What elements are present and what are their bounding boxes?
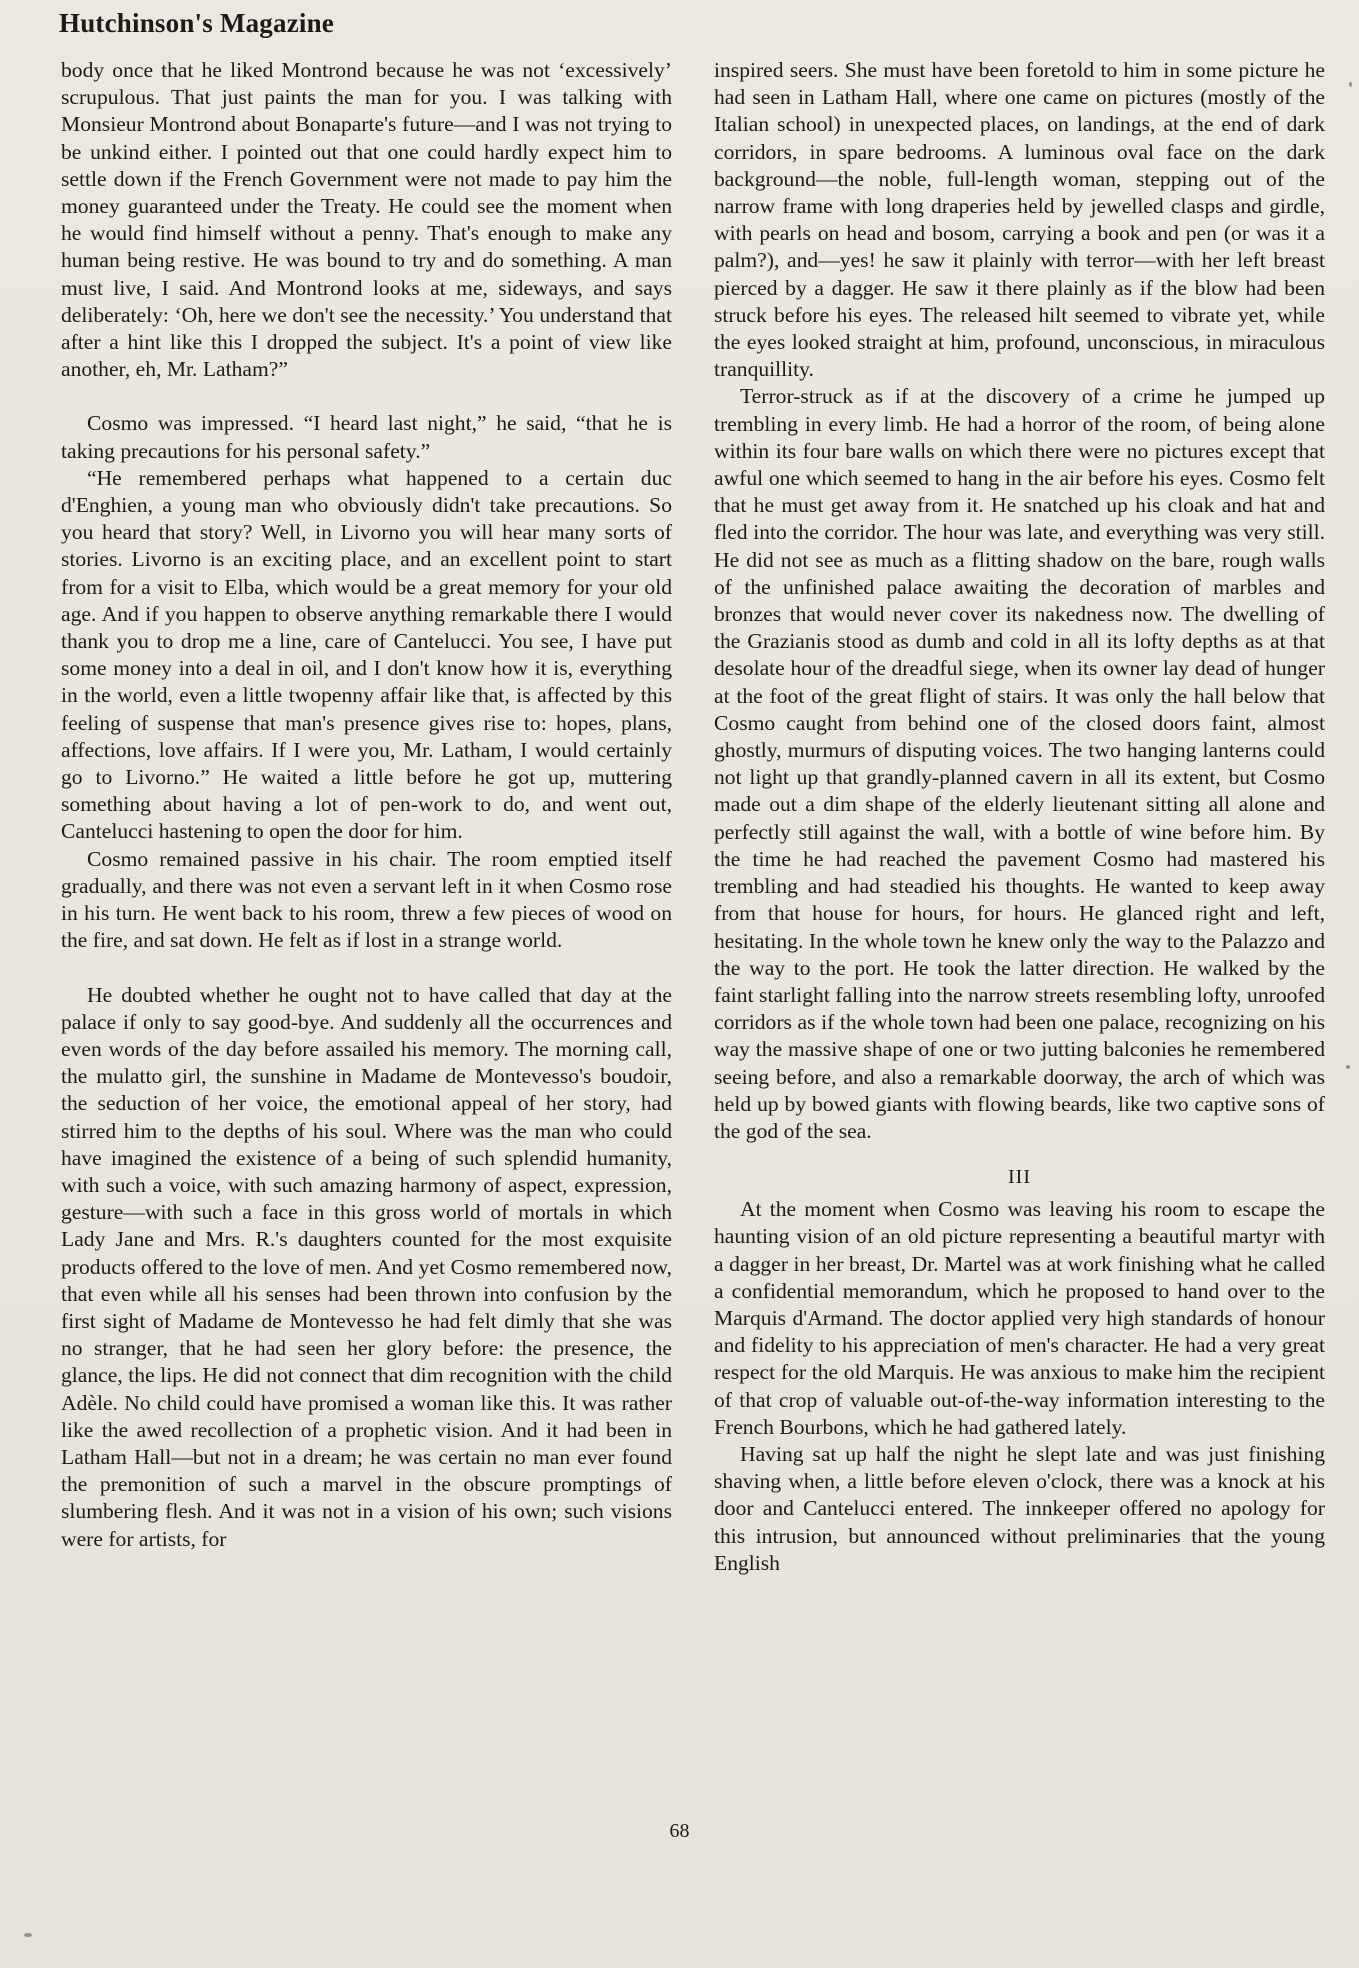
paragraph-left-4: Cosmo remained passive in his chair. The room emptied itself gradually, and there was not even a servant left in it when Cosmo rose in his turn. He went back to his room, threw a few pieces of wood on the fire, and sat down. He felt as if lost in a strange world. [61,846,672,953]
paragraph-gap [61,383,672,410]
right-column [714,57,1325,1577]
paragraph-left-3: “He remembered perhaps what happened to a certain duc d'Enghien, a young man who obviously didn't take precautions. So you heard that story? Well, in Livorno you will hear many sorts of stories. Livorno is an exciting place, and an excellent point to start from for a visit to Elba, which would be a great memory for your old age. And if you happen to observe anything remarkable there I would thank you to drop me a line, care of Cantelucci. You see, I have put some money into a deal in oil, and I don't know how it is, everything in the world, even a little twopenny affair like that, is affected by this feeling of suspense that man's presence gives rise to: hopes, plans, affections, love affairs. If I were you, Mr. Latham, I would certainly go to Livorno.” He waited a little before he got up, muttering something about having a lot of pen-work to do, and went out, Cantelucci hastening to open the door for him. [61,465,672,844]
page-number: 68 [669,1820,690,1842]
paragraph-right-3: At the moment when Cosmo was leaving his room to escape the haunting vision of an old picture representing a beautiful martyr with a dagger in her breast, Dr. Martel was at work finishing what he called a confidential memorandum, which he proposed to hand over to the Marquis d'Armand. The doctor applied very high standards of honour and fidelity to his appreciation of men's character. He had a very great respect for the old Marquis. He was anxious to make him the recipient of that crop of valuable out-of-the-way information interesting to the French Bourbons, which he had gathered lately. [714,1197,1325,1439]
paragraph-right-1: inspired seers. She must have been foretold to him in some picture he had seen in Latham Hall, where one came on pictures (mostly of the Italian school) in unexpected places, on landings, at the end of dark corridors, in spare bedrooms. A luminous oval face on the dark background—the noble, full-length woman, stepping out of the narrow frame with long draperies held by jewelled clasps and girdle, with pearls on head and bosom, carrying a book and pen (or was it a palm?), and—yes! he saw it plainly with terror—with her left breast pierced by a dagger. He saw it there plainly as if the blow had been struck before his eyes. The released hilt seemed to vibrate yet, while the eyes looked straight at him, profound, unconscious, in miraculous tranquillity. [714,58,1325,382]
paper-speck [1346,1065,1350,1069]
paper-speck [24,1933,32,1937]
paragraph-right-2: Terror-struck as if at the discovery of a crime he jumped up trembling in every limb. He had a horror of the room, of being alone within its four bare walls on which there were no pictures except that awful one which seemed to hang in the air before his eyes. Cosmo felt that he must get away from it. He snatched up his cloak and hat and fled into the corridor. The hour was late, and everything was very still. He did not see as much as a flitting shadow on the bare, rough walls of the unfinished palace awaiting the decoration of marbles and bronzes that would never cover its nakedness now. The dwelling of the Grazianis stood as dumb and cold in all its lofty depths as at that desolate hour of the dreadful siege, when its owner lay dead of hunger at the foot of the great flight of stairs. It was only the hall below that Cosmo caught from behind one of the closed doors faint, almost ghostly, murmurs of disputing voices. The two hanging lanterns could not light up that grandly-planned cavern in all its extent, but Cosmo made out a dim shape of the elderly lieutenant sitting all alone and perfectly still against the wall, with a bottle of wine before him. By the time he had reached the pavement Cosmo had mastered his trembling and had steadied his thoughts. He wanted to keep away from that house for hours, for hours. He glanced right and left, hesitating. In the whole town he knew only the way to the Palazzo and the way to the port. He took the latter direction. He walked by the faint starlight falling into the narrow streets resembling lofty, unroofed corridors as if the whole town had been one palace, recognizing on his way the massive shape of one or two jutting balconies he remembered seeing before, and also a remarkable doorway, the arch of which was held up by bowed giants with flowing beards, like two captive sons of the god of the sea. [714,384,1325,1143]
section-gap [714,1145,1325,1163]
paragraph-left-1: body once that he liked Montrond because he was not ‘excessively’ scrupulous. That just paints the man for you. I was talking with Monsieur Montrond about Bonaparte's future—and I was not trying to be unkind either. I pointed out that one could hardly expect him to settle down if the French Government were not made to pay him the money guaranteed under the Treaty. He could see the moment when he would find himself without a penny. That's enough to make any human being restive. He was bound to try and do something. A man must live, I said. And Montrond looks at me, sideways, and says deliberately: ‘Oh, here we don't see the necessity.’ You understand that after a hint like this I dropped the subject. It's a point of view like another, eh, Mr. Latham?” [61,58,672,382]
left-column [61,57,672,1553]
paragraph-left-5: He doubted whether he ought not to have called that day at the palace if only to say good-bye. And suddenly all the occurrences and even words of the day before assailed his memory. The morning call, the mulatto girl, the sunshine in Madame de Montevesso's boudoir, the seduction of her voice, the emotional appeal of her story, had stirred him to the depths of his soul. Where was the man who could have imagined the existence of a being of such splendid humanity, with such a voice, with such amazing harmony of aspect, expression, gesture—with such a face in this gross world of mortals in which Lady Jane and Mrs. R.'s daughters counted for the most exquisite products offered to the love of men. And yet Cosmo remembered now, that even while all his senses had been thrown into confusion by the first sight of Madame de Montevesso he had felt dimly that she was no stranger, that he had seen her glory before: the presence, the glance, the lips. He did not connect that dim recognition with the child Adèle. No child could have promised a woman like this. It was rather like the awed recollection of a prophetic vision. And it had been in Latham Hall—but not in a dream; he was certain no man ever found the premonition of such a marvel in the obscure promptings of slumbering flesh. And it was not in a vision of his own; such visions were for artists, for [61,982,672,1551]
paragraph-right-4: Having sat up half the night he slept late and was just finishing shaving when, a little before eleven o'clock, there was a knock at his door and Cantelucci entered. The innkeeper offered no apology for this intrusion, but announced without preliminaries that the young English [714,1441,1325,1575]
section-heading: III [1008,1166,1031,1189]
running-header: Hutchinson's Magazine [59,8,334,38]
paragraph-left-2: Cosmo was impressed. “I heard last night,” he said, “that he is taking precautions for his personal safety.” [61,411,672,463]
paragraph-gap [61,955,672,982]
paper-speck [1349,82,1352,87]
